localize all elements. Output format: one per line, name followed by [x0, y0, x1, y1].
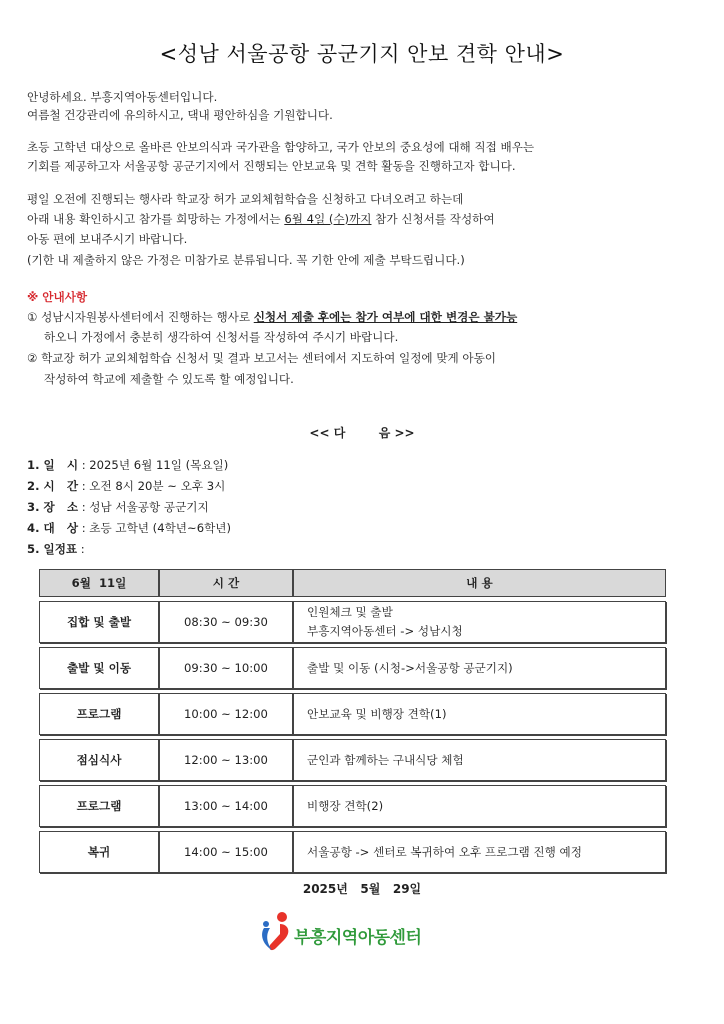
request-line-4: (기한 내 제출하지 않은 가정은 미참가로 분류됩니다. 꼭 기한 안에 제출 부탁드립니다.) — [27, 253, 465, 267]
row-label: 프로그램 — [39, 693, 159, 735]
detail-place — [27, 497, 209, 518]
row-content: 출발 및 이동 (시청->서울공항 공군기지) — [293, 647, 666, 689]
table-row — [39, 739, 666, 781]
logo-figure-icon — [258, 910, 298, 956]
detail-schedule-key: 5. 일정표 — [27, 542, 78, 556]
row-label: 점심식사 — [39, 739, 159, 781]
row-content-line-2: 부흥지역아동센터 -> 성남시청 — [307, 624, 463, 638]
row-label: 집합 및 출발 — [39, 601, 159, 643]
row-content: 비행장 견학(2) — [293, 785, 666, 827]
row-time: 12:00 ~ 13:00 — [159, 739, 293, 781]
row-time: 09:30 ~ 10:00 — [159, 647, 293, 689]
request-line-2b: 참가 신청서를 작성하여 — [371, 212, 495, 226]
notice-item-1-cont: 하오니 가정에서 충분히 생각하여 신청서를 작성하여 주시기 바랍니다. — [44, 330, 399, 344]
table-row — [39, 831, 666, 873]
purpose-line-1: 초등 고학년 대상으로 올바른 안보의식과 국가관을 함양하고, 국가 안보의 중요성에 대해 직접 배우는 — [27, 140, 535, 154]
schedule-header-row — [39, 569, 666, 597]
schedule-table — [39, 569, 666, 873]
notice-item-1 — [27, 308, 517, 326]
row-content — [293, 601, 666, 643]
detail-target — [27, 518, 231, 539]
request-line-3: 아동 편에 보내주시기 바랍니다. — [27, 232, 188, 246]
detail-time-key: 2. 시 간 — [27, 479, 79, 493]
detail-target-key: 4. 대 상 — [27, 521, 79, 535]
header-date: 6월 11일 — [39, 569, 159, 597]
deadline-text: 6월 4일 (수)까지 — [284, 212, 372, 226]
issue-date: 2025년 5월 29일 — [302, 882, 422, 896]
detail-schedule-value: : — [77, 542, 85, 556]
table-row — [39, 601, 666, 643]
notice-item-2: ② 학교장 허가 교외체험학습 신청서 및 결과 보고서는 센터에서 지도하여 일정에 맞게 아동이 — [27, 351, 497, 365]
table-row — [39, 693, 666, 735]
detail-time-value: : 오전 8시 20분 ~ 오후 3시 — [78, 479, 226, 493]
greeting-line-2: 여름철 건강관리에 유의하시고, 댁내 평안하심을 기원합니다. — [27, 108, 333, 122]
row-time: 14:00 ~ 15:00 — [159, 831, 293, 873]
detail-date-key: 1. 일 시 — [27, 458, 79, 472]
row-time: 13:00 ~ 14:00 — [159, 785, 293, 827]
header-time: 시 간 — [159, 569, 293, 597]
notice-item-1-emphasis: 신청서 제출 후에는 참가 여부에 대한 변경은 불가능 — [253, 310, 518, 324]
purpose-line-2: 기회를 제공하고자 서울공항 공군기지에서 진행되는 안보교육 및 견학 활동을 진행하고자 합니다. — [27, 159, 516, 173]
notice-item-1a: ① 성남시자원봉사센터에서 진행하는 행사로 — [27, 310, 254, 324]
row-content-line-1: 인원체크 및 출발 — [307, 605, 393, 619]
notice-heading: ※ 안내사항 — [27, 290, 88, 304]
page-title: <성남 서울공항 공군기지 안보 견학 안내> — [159, 42, 565, 66]
request-line-1: 평일 오전에 진행되는 행사라 학교장 허가 교외체험학습을 신청하고 다녀오려고 하는데 — [27, 192, 464, 206]
section-divider: << 다 음 >> — [309, 426, 415, 440]
detail-target-value: : 초등 고학년 (4학년~6학년) — [78, 521, 231, 535]
detail-place-value: : 성남 서울공항 공군기지 — [78, 500, 209, 514]
logo-text: 부흥지역아동센터 — [294, 928, 422, 948]
center-logo — [258, 910, 458, 956]
request-line-2a: 아래 내용 확인하시고 참가를 희망하는 가정에서는 — [27, 212, 285, 226]
detail-date-value: : 2025년 6월 11일 (목요일) — [78, 458, 229, 472]
notice-item-2-cont: 작성하여 학교에 제출할 수 있도록 할 예정입니다. — [44, 372, 294, 386]
row-label: 출발 및 이동 — [39, 647, 159, 689]
row-content: 군인과 함께하는 구내식당 체험 — [293, 739, 666, 781]
table-row — [39, 785, 666, 827]
detail-date — [27, 455, 228, 476]
row-content: 서울공항 -> 센터로 복귀하여 오후 프로그램 진행 예정 — [293, 831, 666, 873]
header-content: 내 용 — [293, 569, 666, 597]
table-row — [39, 647, 666, 689]
detail-time — [27, 476, 225, 497]
detail-schedule — [27, 539, 85, 560]
row-time: 10:00 ~ 12:00 — [159, 693, 293, 735]
request-line-2 — [27, 210, 495, 228]
row-time: 08:30 ~ 09:30 — [159, 601, 293, 643]
row-label: 복귀 — [39, 831, 159, 873]
row-label: 프로그램 — [39, 785, 159, 827]
detail-place-key: 3. 장 소 — [27, 500, 79, 514]
row-content: 안보교육 및 비행장 견학(1) — [293, 693, 666, 735]
greeting-line-1: 안녕하세요. 부흥지역아동센터입니다. — [27, 90, 218, 104]
